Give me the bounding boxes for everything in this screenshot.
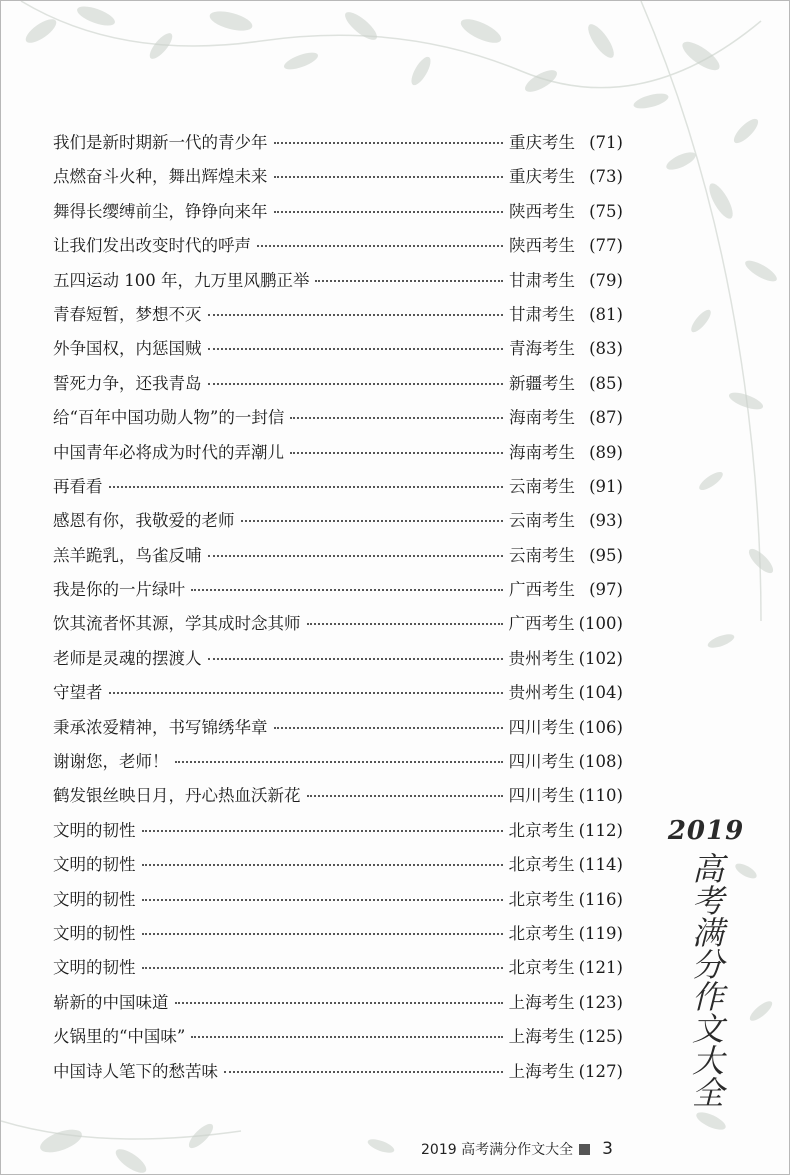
toc-entry-author: 广西考生 <box>509 580 575 600</box>
toc-entry <box>53 439 623 473</box>
toc-entry-page: (123) <box>578 992 623 1012</box>
toc-entry <box>53 679 623 713</box>
toc-leader-dots <box>142 830 503 832</box>
toc-entry-page: (125) <box>578 1027 623 1047</box>
toc-entry-author: 北京考生 <box>508 923 575 943</box>
toc-entry-title: 火锅里的“中国味” <box>53 1027 186 1047</box>
toc-entry-page: (121) <box>578 958 623 978</box>
toc-leader-dots <box>109 692 503 694</box>
toc-entry-title: 文明的韧性 <box>53 889 136 909</box>
toc-entry-author: 新疆考生 <box>509 373 575 393</box>
toc-entry-author: 上海考生 <box>508 992 575 1012</box>
toc-leader-dots <box>257 245 503 247</box>
toc-entry-title: 羔羊跪乳，鸟雀反哺 <box>53 545 202 565</box>
toc-entry <box>53 335 623 369</box>
toc-leader-dots <box>208 383 504 385</box>
toc-entry-page: (89) <box>589 442 623 462</box>
toc-entry-page: (95) <box>589 545 623 565</box>
toc-leader-dots <box>315 280 503 282</box>
toc-entry-page: (75) <box>589 201 623 221</box>
toc-leader-dots <box>274 176 504 178</box>
toc-entry-title: 感恩有你，我敬爱的老师 <box>53 511 235 531</box>
toc-entry <box>53 267 623 301</box>
toc-entry <box>53 817 623 851</box>
toc-entry <box>53 404 623 438</box>
toc-entry <box>53 507 623 541</box>
toc-entry-page: (127) <box>578 1061 623 1081</box>
toc-entry-title: 让我们发出改变时代的呼声 <box>53 236 251 256</box>
toc-entry <box>53 163 623 197</box>
toc-entry-page: (97) <box>589 580 623 600</box>
toc-entry-author: 上海考生 <box>508 1027 575 1047</box>
toc-entry <box>53 129 623 163</box>
toc-entry-page: (106) <box>578 717 623 737</box>
toc-leader-dots <box>208 314 504 316</box>
toc-entry-author: 上海考生 <box>508 1061 575 1081</box>
toc-entry-title: 中国青年必将成为时代的弄潮儿 <box>53 442 284 462</box>
toc-entry-author: 贵州考生 <box>508 648 575 668</box>
toc-entry-author: 海南考生 <box>509 442 575 462</box>
toc-entry-author: 青海考生 <box>509 339 575 359</box>
toc-entry-title: 饮其流者怀其源，学其成时念其师 <box>53 614 301 634</box>
toc-entry-author: 陕西考生 <box>509 201 575 221</box>
toc-entry <box>53 198 623 232</box>
toc-entry <box>53 954 623 988</box>
toc-entry-page: (71) <box>589 133 623 152</box>
toc-entry <box>53 542 623 576</box>
toc-entry-title: 秉承浓爱精神，书写锦绣华章 <box>53 717 268 737</box>
toc-entry <box>53 989 623 1023</box>
page-footer <box>421 1139 613 1159</box>
toc-entry-title: 再看看 <box>53 476 103 496</box>
toc-entry <box>53 301 623 335</box>
toc-entry <box>53 1023 623 1057</box>
toc-entry-title: 中国诗人笔下的愁苦味 <box>53 1061 218 1081</box>
toc-entry-author: 广西考生 <box>508 614 575 634</box>
footer-square-mark <box>579 1144 590 1155</box>
toc-entry-title: 我们是新时期新一代的青少年 <box>53 133 268 152</box>
side-title-year: 2019 <box>667 816 745 846</box>
toc-entry-author: 四川考生 <box>508 786 575 806</box>
toc-entry-title: 给“百年中国功勋人物”的一封信 <box>53 408 285 428</box>
toc-entry-page: (104) <box>578 683 623 703</box>
toc-entry-author: 甘肃考生 <box>509 270 575 290</box>
toc-leader-dots <box>224 1071 503 1073</box>
footer-page-number: 3 <box>602 1139 613 1159</box>
toc-entry-title: 我是你的一片绿叶 <box>53 580 185 600</box>
toc-entry <box>53 370 623 404</box>
toc-entry-title: 外争国权，内惩国贼 <box>53 339 202 359</box>
toc-leader-dots <box>241 520 504 522</box>
toc-entry-author: 海南考生 <box>509 408 575 428</box>
toc-leader-dots <box>191 1036 502 1038</box>
toc-leader-dots <box>142 864 503 866</box>
toc-entry-author: 北京考生 <box>508 958 575 978</box>
toc-entry-author: 云南考生 <box>509 476 575 496</box>
footer-book-title: 2019 高考满分作文大全 <box>421 1142 574 1158</box>
toc-entry <box>53 1058 623 1092</box>
toc-entry-author: 北京考生 <box>508 855 575 875</box>
toc-entry-page: (79) <box>589 270 623 290</box>
toc-entry-author: 北京考生 <box>508 820 575 840</box>
toc-entry-author: 四川考生 <box>508 752 575 772</box>
toc-leader-dots <box>109 486 504 488</box>
toc-entry-page: (81) <box>589 304 623 324</box>
toc-entry <box>53 851 623 885</box>
toc-entry-page: (119) <box>578 923 623 943</box>
toc-entry-page: (116) <box>578 889 623 909</box>
toc-entry-page: (83) <box>589 339 623 359</box>
toc-entry-title: 舞得长缨缚前尘，铮铮向来年 <box>53 201 268 221</box>
toc-entry-author: 贵州考生 <box>508 683 575 703</box>
toc-entry <box>53 714 623 748</box>
toc-leader-dots <box>290 452 503 454</box>
toc-entry-page: (91) <box>589 476 623 496</box>
toc-entry-author: 重庆考生 <box>509 167 575 187</box>
toc-entry-author: 云南考生 <box>509 511 575 531</box>
toc-leader-dots <box>274 142 504 144</box>
toc-entry <box>53 920 623 954</box>
toc-entry-page: (87) <box>589 408 623 428</box>
toc-entry-title: 老师是灵魂的摆渡人 <box>53 648 202 668</box>
toc-leader-dots <box>307 795 503 797</box>
toc-leader-dots <box>142 899 503 901</box>
toc-entry-title: 文明的韧性 <box>53 820 136 840</box>
toc-entry-page: (108) <box>578 752 623 772</box>
toc-leader-dots <box>307 623 503 625</box>
toc-entry-title: 文明的韧性 <box>53 855 136 875</box>
toc-entry-title: 青春短暂，梦想不灭 <box>53 304 202 324</box>
toc-entry <box>53 473 623 507</box>
toc-leader-dots <box>142 933 503 935</box>
toc-leader-dots <box>142 967 503 969</box>
toc-leader-dots <box>208 658 503 660</box>
toc-entry-title: 誓死力争，还我青岛 <box>53 373 202 393</box>
toc-leader-dots <box>175 1002 503 1004</box>
toc-entry <box>53 645 623 679</box>
toc-leader-dots <box>290 417 503 419</box>
toc-entry-author: 云南考生 <box>509 545 575 565</box>
toc-entry-author: 陕西考生 <box>509 236 575 256</box>
toc-leader-dots <box>274 727 503 729</box>
toc-entry-title: 文明的韧性 <box>53 958 136 978</box>
toc-leader-dots <box>191 589 503 591</box>
toc-entry <box>53 748 623 782</box>
side-title-text: 高考满分作文大全 <box>687 852 725 1108</box>
toc-entry-title: 点燃奋斗火种，舞出辉煌未来 <box>53 167 268 187</box>
toc-leader-dots <box>274 211 504 213</box>
toc-entry-title: 鹤发银丝映日月，丹心热血沃新花 <box>53 786 301 806</box>
toc-entry-author: 重庆考生 <box>509 133 575 152</box>
toc-entry-page: (102) <box>578 648 623 668</box>
toc-entry-page: (100) <box>578 614 623 634</box>
toc-entry <box>53 782 623 816</box>
toc-entry-author: 四川考生 <box>508 717 575 737</box>
table-of-contents <box>53 129 623 1092</box>
toc-entry <box>53 232 623 266</box>
side-book-title <box>661 816 751 1108</box>
toc-entry-author: 甘肃考生 <box>509 304 575 324</box>
toc-entry-title: 谢谢您，老师！ <box>53 752 169 772</box>
toc-entry-page: (112) <box>578 820 623 840</box>
toc-entry-page: (110) <box>578 786 623 806</box>
toc-entry <box>53 610 623 644</box>
toc-entry-page: (114) <box>578 855 623 875</box>
toc-leader-dots <box>175 761 503 763</box>
toc-entry-title: 守望者 <box>53 683 103 703</box>
toc-entry-title: 崭新的中国味道 <box>53 992 169 1012</box>
toc-entry-page: (77) <box>589 236 623 256</box>
toc-leader-dots <box>208 348 504 350</box>
toc-leader-dots <box>208 555 504 557</box>
toc-entry <box>53 886 623 920</box>
toc-entry-page: (93) <box>589 511 623 531</box>
toc-entry-author: 北京考生 <box>508 889 575 909</box>
toc-entry <box>53 576 623 610</box>
toc-entry-page: (85) <box>589 373 623 393</box>
toc-entry-title: 文明的韧性 <box>53 923 136 943</box>
toc-entry-page: (73) <box>589 167 623 187</box>
toc-entry-title: 五四运动 100 年，九万里风鹏正举 <box>53 270 310 290</box>
